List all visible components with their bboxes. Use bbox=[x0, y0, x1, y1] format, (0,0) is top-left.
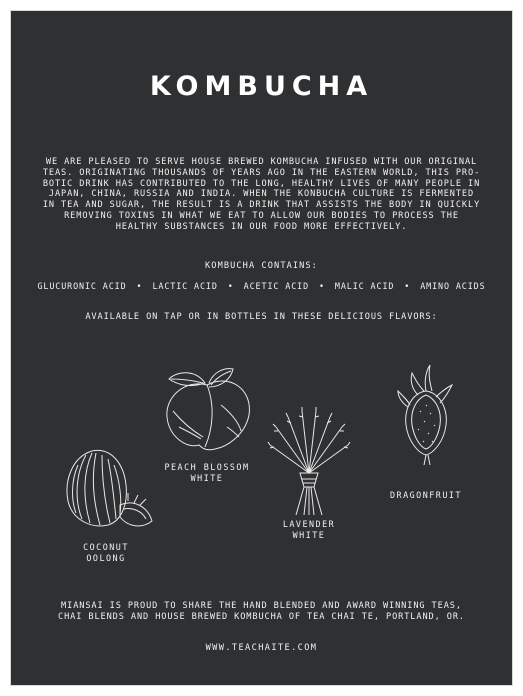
contains-heading: KOMBUCHA CONTAINS: bbox=[205, 261, 318, 271]
footer-text: MIANSAI IS PROUD TO SHARE THE HAND BLENDED AND AWARD WINNING TEAS, CHAI BLENDS AND HOUSE BREWED KOMBUCHA OF TEA CHAI TE, PORTLAND, OR. bbox=[58, 601, 465, 622]
flavor-name: PEACH BLOSSOM WHITE bbox=[164, 462, 250, 483]
separator-dot: • bbox=[227, 281, 234, 291]
website-link[interactable]: WWW.TEACHAITE.COM bbox=[205, 643, 318, 653]
dragonfruit-icon bbox=[396, 363, 456, 467]
flavor-name: DRAGONFRUIT bbox=[390, 490, 462, 500]
separator-dot: • bbox=[319, 281, 325, 291]
acids-list bbox=[11, 281, 512, 291]
acid-item: ACETIC ACID bbox=[243, 281, 310, 291]
flavor-coconut-oolong bbox=[51, 443, 161, 568]
flavor-lavender-white bbox=[261, 407, 357, 547]
flavor-name: COCONUT OOLONG bbox=[83, 542, 129, 563]
peach-icon bbox=[157, 365, 257, 455]
intro-paragraph: WE ARE PLEASED TO SERVE HOUSE BREWED KOMBUCHA INFUSED WITH OUR ORIGINAL TEAS. ORIGINATING THOUSANDS OF YEARS AGO IN THE EASTERN WORLD, THIS PRO-BOTIC DRINK HAS CONTRIBUTED TO THE LONG, HEALTHY LIVES OF MANY PEOPLE IN JAPAN, CHINA, RUSSIA AND INDIA. WHEN THE KONBUCHA CULTURE IS FERMENTED IN TEA AND SUGAR, THE RESULT IS A DRINK THAT ASSISTS THE BODY IN QUICKLY REMOVING TOXINS IN WHAT WE EAT TO ALLOW OUR BODIES TO PROCESS THE HEALTHY SUBSTANCES IN OUR FOOD MORE EFFECTIVELY. bbox=[42, 157, 481, 232]
flavor-peach-blossom-white bbox=[151, 365, 263, 495]
coconut-icon bbox=[56, 443, 156, 533]
flavor-dragonfruit bbox=[371, 363, 481, 500]
kombucha-menu-board bbox=[11, 11, 512, 685]
separator-dot: • bbox=[404, 281, 411, 291]
acid-item: AMINO ACIDS bbox=[420, 281, 486, 291]
acid-item: MALIC ACID bbox=[334, 281, 395, 291]
flavors-heading: AVAILABLE ON TAP OR IN BOTTLES IN THESE DELICIOUS FLAVORS: bbox=[85, 312, 438, 322]
separator-dot: • bbox=[136, 281, 143, 291]
acid-item: LACTIC ACID bbox=[152, 281, 218, 291]
flavor-name: LAVENDER WHITE bbox=[282, 519, 336, 540]
acid-item: GLUCURONIC ACID bbox=[37, 281, 127, 291]
page-title: KOMBUCHA bbox=[149, 71, 374, 102]
lavender-icon bbox=[266, 407, 352, 517]
